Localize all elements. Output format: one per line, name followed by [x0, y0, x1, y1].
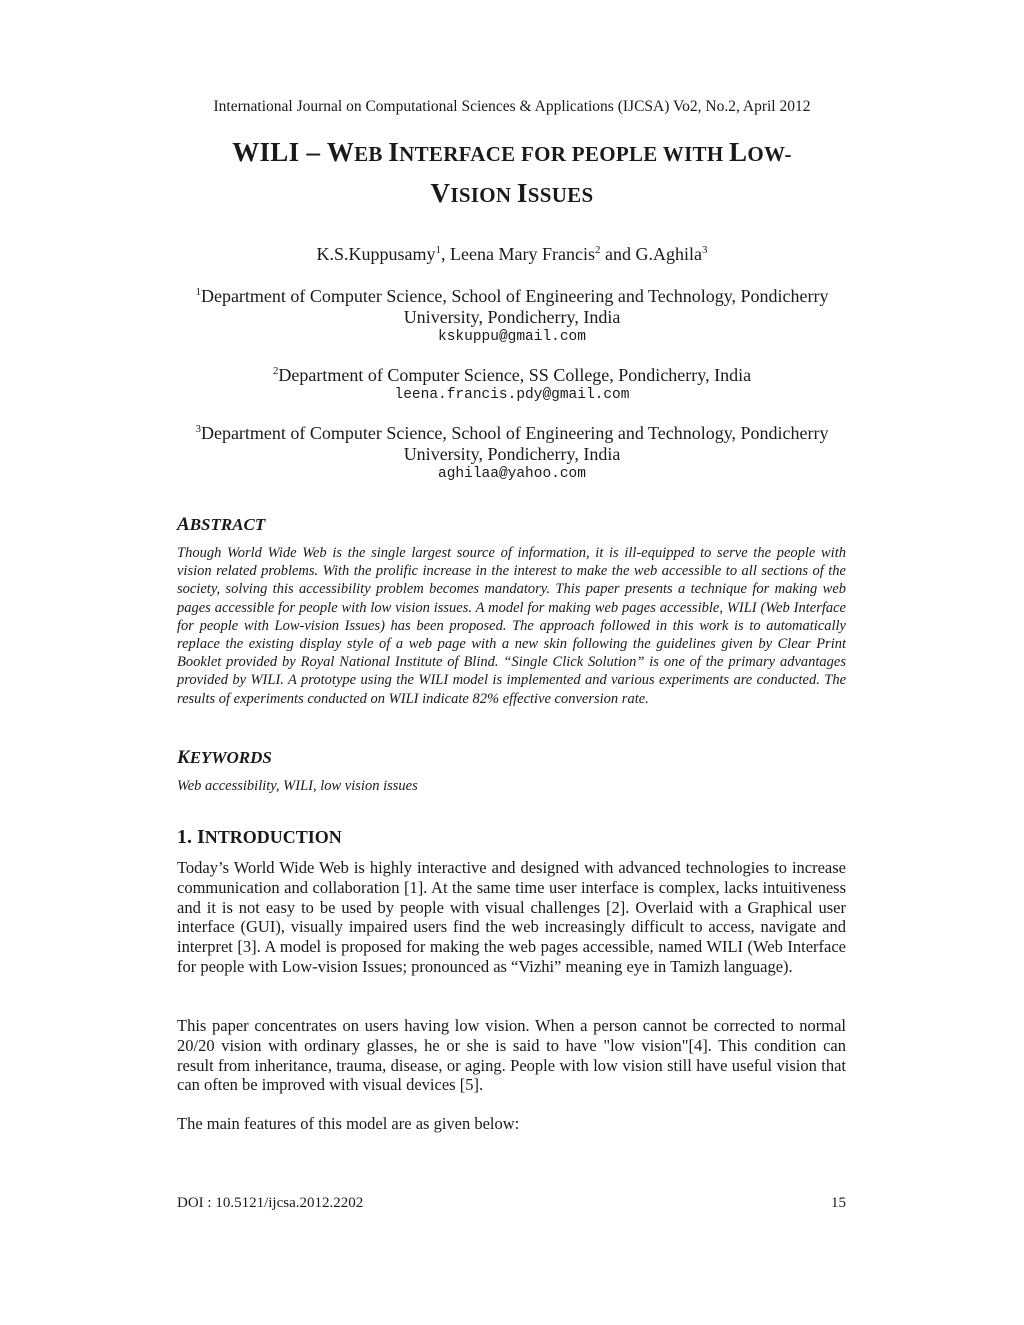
email-1[interactable]: kskuppu@gmail.com — [438, 329, 586, 345]
affiliation-3: $^3$Department of Computer Science, School of Engineering and Technology, Pondicherry University, Pondicherry, India aghilaa@yahoo.com — [160, 423, 864, 483]
keywords-heading: KEYWORDS — [177, 747, 272, 768]
keywords-text: Web accessibility, WILI, low vision issues — [177, 778, 418, 794]
intro-paragraph-3: The main features of this model are as given below: — [177, 1114, 520, 1133]
affiliation-1: $^1$Department of Computer Science, School of Engineering and Technology, Pondicherry University, Pondicherry, India kskuppu@gmail.com — [160, 286, 864, 346]
abstract-text: Though World Wide Web is the single largest source of information, it is ill-equipped to serve the people with vision related problems. With the prolific increase in the interest to make the web accessible to all sections of the society, solving this accessibility problem becomes mandatory. This paper presents a technique for making web pages accessible for people with low vision issues. A model for making web pages accessible, WILI (Web Interface for people with Low-vision Issues) has been proposed. The approach followed in this work is to automatically replace the existing display style of a web page with a new skin following the guidelines given by Clear Print Booklet provided by Royal National Institute of Blind. “Single Click Solution” is one of the primary advantages provided by WILI. A prototype using the WILI model is implemented and various experiments are conducted. The results of experiments conducted on WILI indicate 82% effective conversion rate. — [177, 545, 846, 707]
affiliation-2: $^2$Department of Computer Science, SS College, Pondicherry, India leena.francis.pdy@gmail.com — [160, 365, 864, 404]
doi-footer: DOI : 10.5121/ijcsa.2012.2202 — [177, 1195, 364, 1211]
intro-paragraph-2: This paper concentrates on users having low vision. When a person cannot be corrected to normal 20/20 vision with ordinary glasses, he or she is said to have "low vision"[4]. This condition can result from inheritance, trauma, disease, or aging. People with low vision still have useful vision that can often be improved with visual devices [5]. — [177, 1016, 846, 1095]
page-number: 15 — [831, 1195, 846, 1211]
intro-paragraph-1: Today’s World Wide Web is highly interactive and designed with advanced technologies to increase communication and collaboration [1]. At the same time user interface is complex, lacks intuitiveness and it is not easy to be used by people with visual challenges [2]. Overlaid with a Graphical user interface (GUI), visually impaired users find the web increasingly difficult to access, navigate and interpret [3]. A model is proposed for making the web pages accessible, named WILI (Web Interface for people with Low-vision Issues; pronounced as “Vizhi” meaning eye in Tamizh language). — [177, 858, 846, 976]
abstract-heading: ABSTRACT — [177, 514, 266, 535]
author-list: K.S.Kuppusamy$^1$, Leena Mary Francis$^2$ and G.Aghila$^3$ — [316, 244, 708, 264]
email-3[interactable]: aghilaa@yahoo.com — [438, 466, 586, 482]
paper-title: WILI – WEB INTERFACE FOR PEOPLE WITH LOW- VISION ISSUES — [232, 137, 792, 208]
journal-header: International Journal on Computational Sciences & Applications (IJCSA) Vo2, No.2, April 2012 — [213, 98, 811, 115]
email-2[interactable]: leena.francis.pdy@gmail.com — [394, 387, 630, 403]
introduction-heading: 1. INTRODUCTION — [177, 826, 342, 848]
